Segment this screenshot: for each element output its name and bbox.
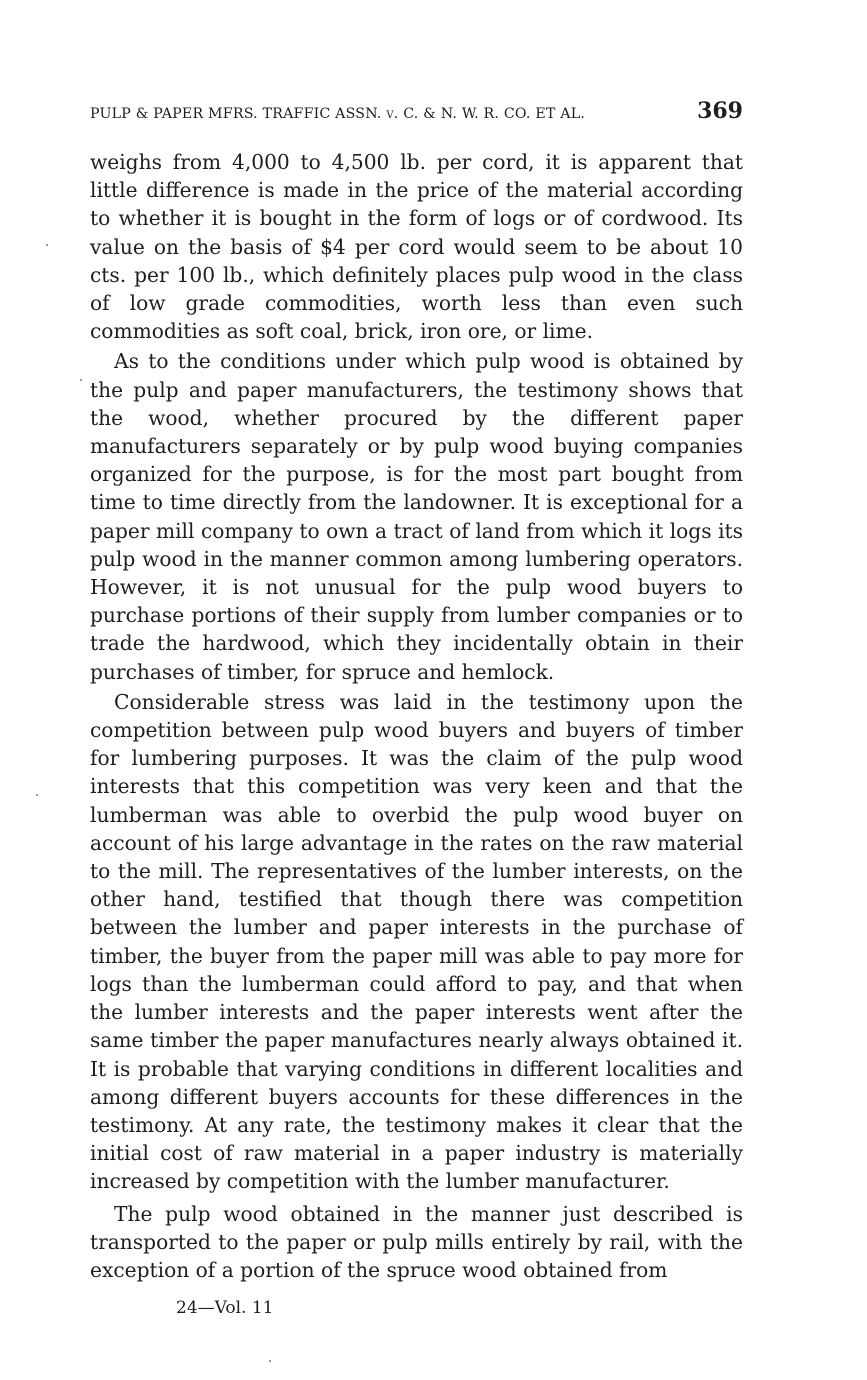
page-number: 369 [697,98,743,124]
scan-speck [269,1360,271,1362]
paragraph-continuation: weighs from 4,000 to 4,500 lb. per cord, it is apparent that little difference is made in the price of the material according to whether it is bought in the form of logs or of cordwood. Its value on the basis of $4 per cord would seem to be about 10 cts. per 100 lb., which definitely places pulp wood in the class of low grade commodities, worth less than even such commodities as soft coal, brick, iron ore, or lime. [90,150,743,344]
running-title: PULP & PAPER MFRS. TRAFFIC ASSN. v. C. & N. W. R. CO. ET AL. [90,106,586,122]
paragraph-competition: Considerable stress was laid in the testimony upon the competition between pulp wood buyers and buyers of timber for lumbering purposes. It was the claim of the pulp wood interests that this competition was very keen and that the lumberman was able to overbid the pulp wood buyer on account of his large advantage in the rates on the raw material to the mill. The representatives of the lumber interests, on the other hand, testified that though there was competition between the lumber and paper interests in the purchase of timber, the buyer from the paper mill was able to pay more for logs than the lumberman could afford to pay, and that when the lumber interests and the paper interests went after the same timber the paper manufactures nearly always obtained it. It is probable that varying conditions in different localities and among different buyers accounts for these differences in the testimony. At any rate, the testimony makes it clear that the initial cost of raw material in a paper industry is materially increased by competition with the lumber manufacturer. [90,689,743,1194]
paragraph-pulp-wood-conditions: As to the conditions under which pulp wood is obtained by the pulp and paper manufacturers, the testimony shows that the wood, whether procured by the different paper manufacturers separately or by pulp wood buying companies organized for the purpose, is for the most part bought from time to time directly from the landowner. It is exceptional for a paper mill company to own a tract of land from which it logs its pulp wood in the manner common among lumbering operators. However, it is not unusual for the pulp wood buyers to purchase portions of their supply from lumber companies or to trade the hardwood, which they incidentally obtain in their purchases of timber, for spruce and hemlock. [90,349,743,684]
signature-mark: 24—Vol. 11 [176,1298,274,1318]
body-text [90,148,743,1284]
scan-speck [46,244,48,246]
scan-speck [80,379,82,381]
paragraph-transport: The pulp wood obtained in the manner just described is transported to the paper or pulp mills entirely by rail, with the exception of a portion of the spruce wood obtained from [90,1201,743,1282]
scan-speck [36,794,38,796]
running-head [90,98,743,128]
